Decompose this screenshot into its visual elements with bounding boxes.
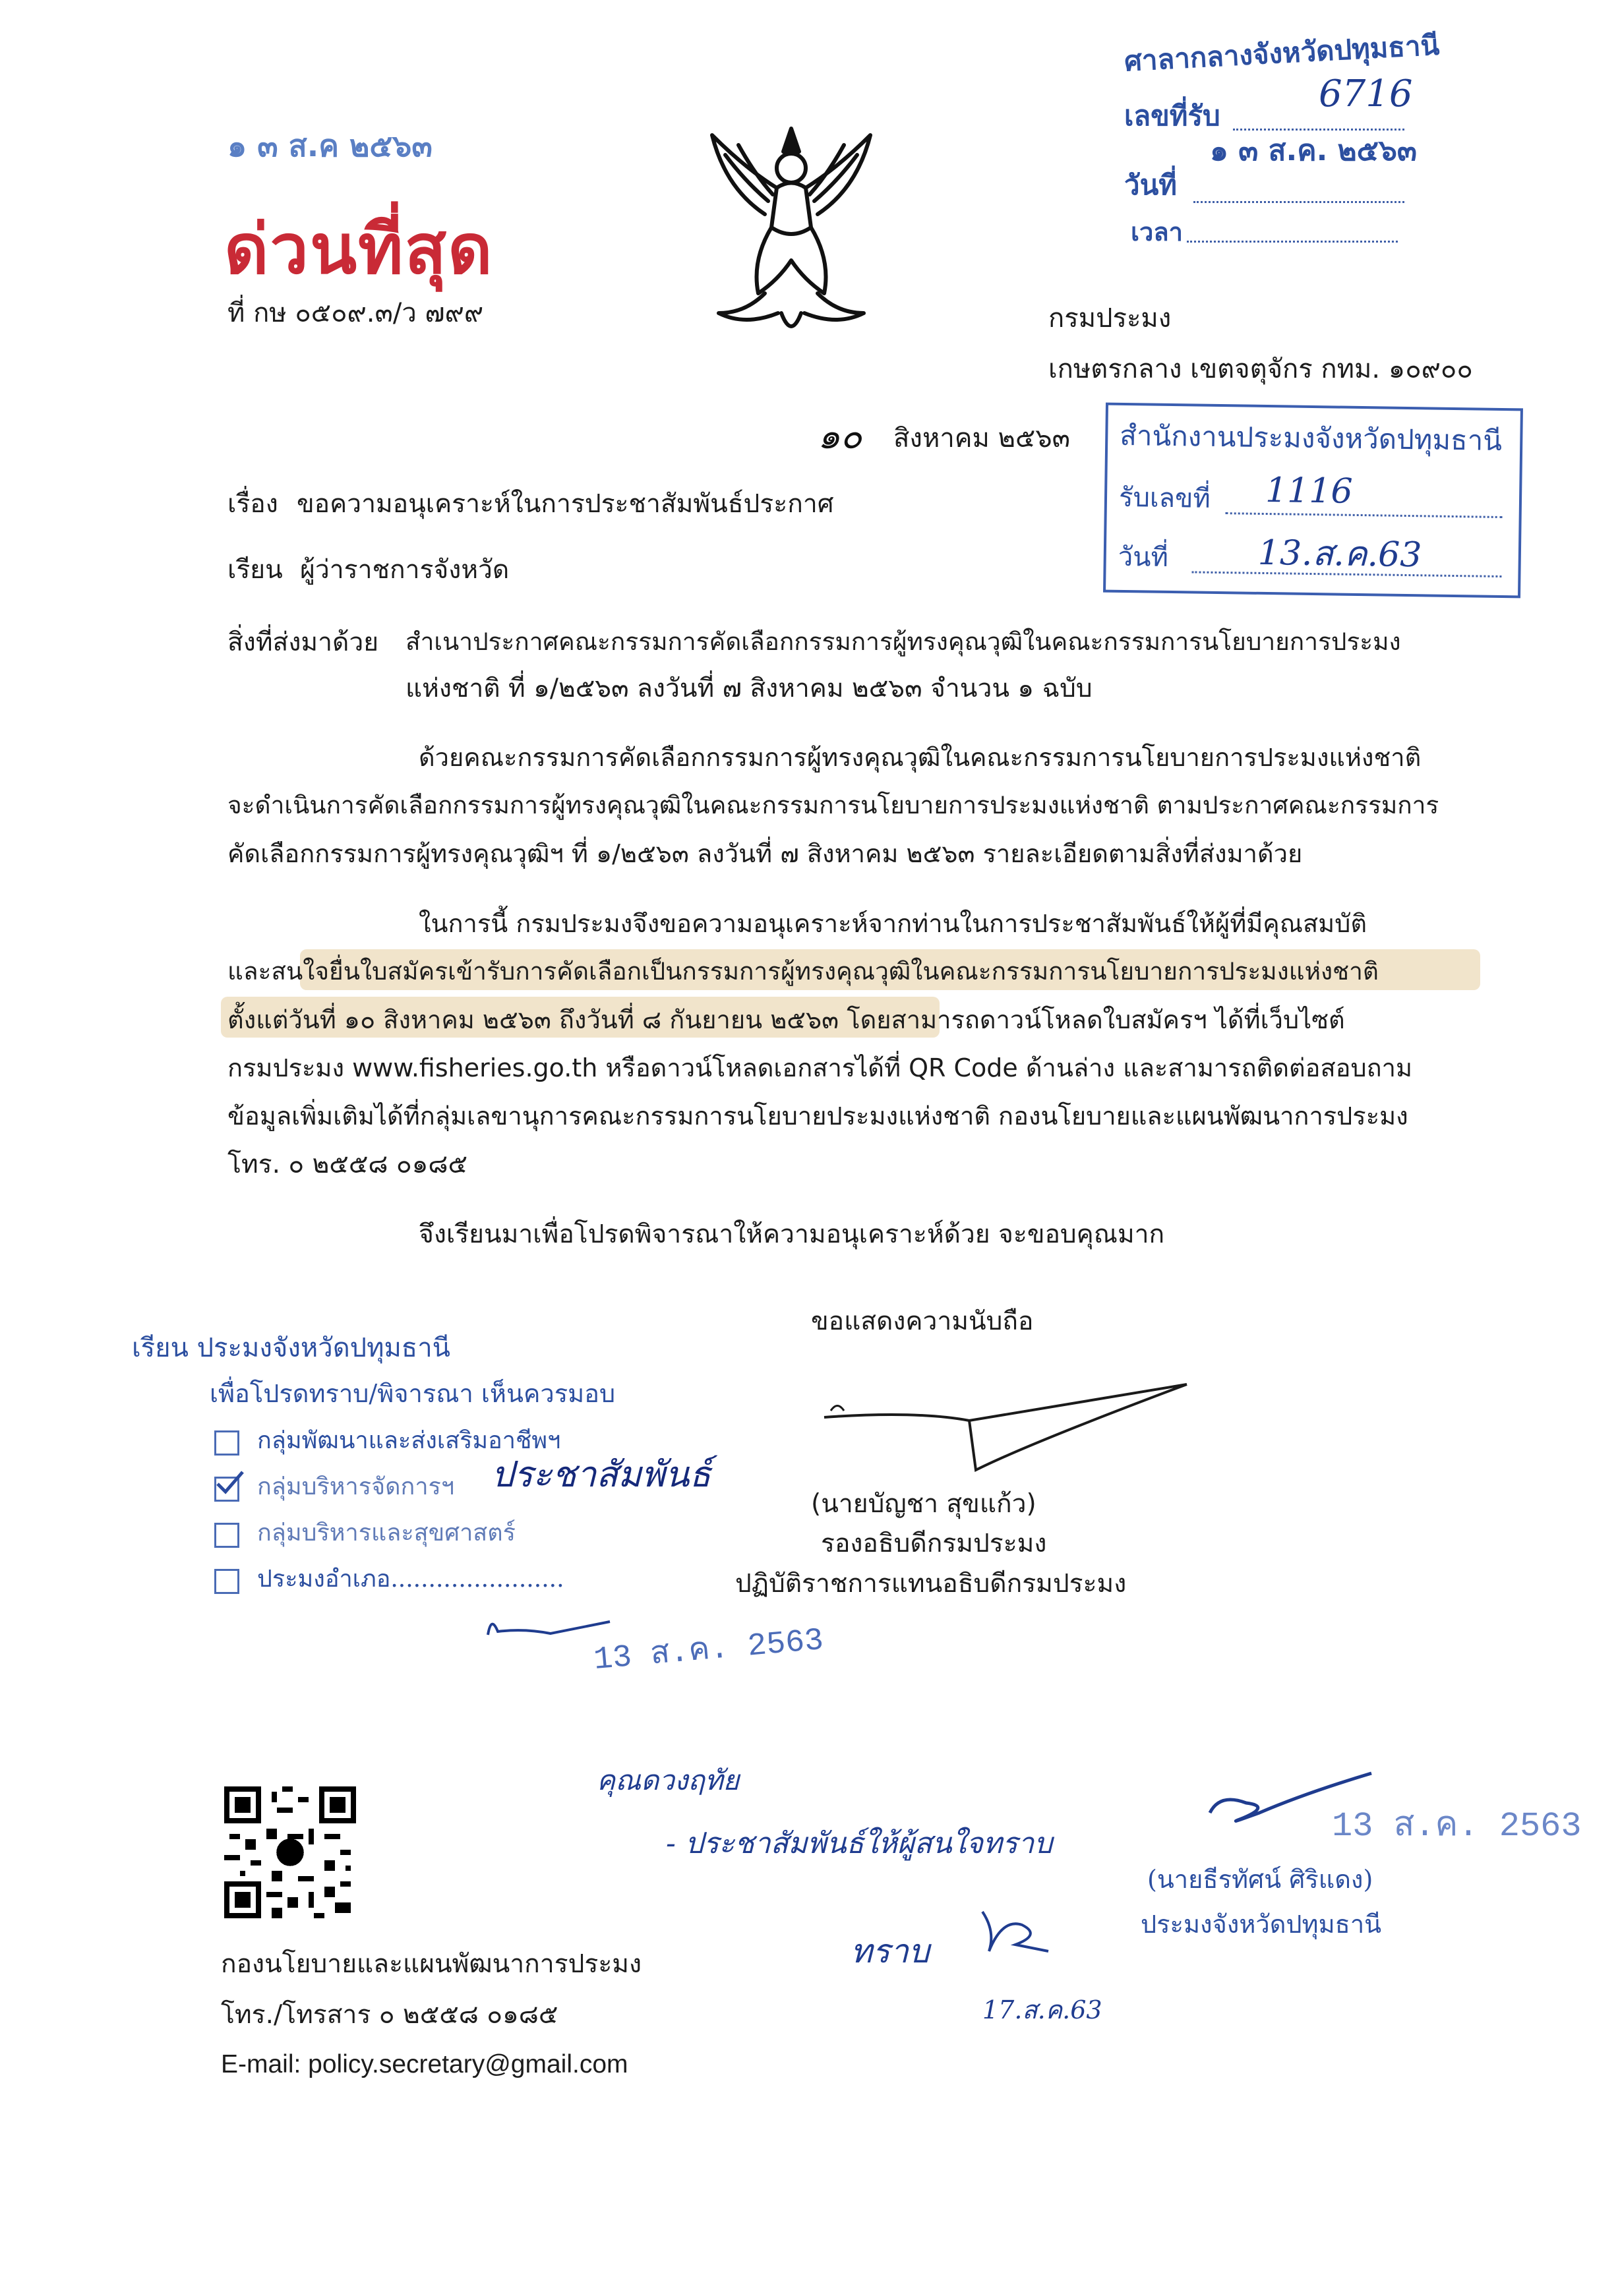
routing-line-2: เพื่อโปรดทราบ/พิจารณา เห็นควรมอบ (210, 1379, 616, 1408)
stamp-date-value: ๑ ๓ ส.ค. ๒๕๖๓ (1210, 134, 1417, 167)
footer-dept: กองนโยบายและแผนพัฒนาการประมง (221, 1949, 642, 1979)
routing-option-4: ประมงอำเภอ....................... (257, 1566, 564, 1593)
checkbox[interactable] (214, 1430, 239, 1456)
stamp-recv-number: 6716 (1319, 73, 1413, 115)
urgency-label: ด่วนที่สุด (224, 208, 494, 289)
date-day-handwritten: ๑๐ (818, 415, 862, 457)
subject-label: เรื่อง (227, 489, 278, 519)
para2-line3: ตั้งแต่วันที่ ๑๐ สิงหาคม ๒๕๖๓ ถึงวันที่ ๘ กันยายน ๒๕๖๓ โดยสามารถดาวน์โหลดใบสมัครฯ ได้ที่เว็บไซต์ (227, 1005, 1345, 1034)
para1-line3: คัดเลือกกรรมการผู้ทรงคุณวุฒิฯ ที่ ๑/๒๕๖๓ ลงวันที่ ๗ สิงหาคม ๒๕๖๓ รายละเอียดตามสิ่งที่ส่งมาด้วย (227, 839, 1303, 868)
para2-line4: กรมประมง www.fisheries.go.th หรือดาวน์โหลดเอกสารได้ที่ QR Code ด้านล่าง และสามารถติดต่อสอบถาม (227, 1053, 1413, 1082)
valediction: ขอแสดงความนับถือ (811, 1307, 1034, 1336)
stamp-date-label: วันที่ (1124, 169, 1177, 201)
provincial-chief-date: 13 ส.ค. 2563 (1332, 1807, 1582, 1846)
to-label: เรียน (227, 555, 283, 585)
signer-title-1: รองอธิบดีกรมประมง (821, 1529, 1047, 1558)
para2-line6: โทร. ๐ ๒๕๕๘ ๐๑๘๕ (227, 1150, 467, 1179)
office-stamp-recv-number: 1116 (1265, 470, 1353, 512)
received-date-stamp: ๑ ๓ ส.ค ๒๕๖๓ (227, 128, 433, 163)
para2-line2: และสนใจยื่นใบสมัครเข้ารับการคัดเลือกเป็นกรรมการผู้ทรงคุณวุฒิในคณะกรรมการนโยบายการประมงแห่งชาติ (227, 957, 1379, 986)
routing-option-2: กลุ่มบริหารจัดการฯ (257, 1473, 455, 1500)
department-address: เกษตรกลาง เขตจตุจักร กทม. ๑๐๙๐๐ (1048, 354, 1473, 384)
routing-option-3: กลุ่มบริหารและสุขศาสตร์ (257, 1519, 516, 1546)
stamp-title: ศาลากลางจังหวัดปทุมธานี (1124, 28, 1441, 78)
fisheries-office-stamp (1103, 403, 1523, 599)
office-stamp-title: สำนักงานประมงจังหวัดปทุมธานี (1120, 419, 1503, 457)
letter-date: สิงหาคม ๒๕๖๓ (893, 423, 1070, 454)
subject-text: ขอความอนุเคราะห์ในการประชาสัมพันธ์ประกาศ (297, 489, 834, 519)
enclosure-line2: แห่งชาติ ที่ ๑/๒๕๖๓ ลงวันที่ ๗ สิงหาคม ๒๕๖๓ จำนวน ๑ ฉบับ (405, 674, 1093, 703)
office-stamp-date-value: 13.ส.ค.63 (1257, 533, 1422, 575)
para2-line1: ในการนี้ กรมประมงจึงขอความอนุเคราะห์จากท่านในการประชาสัมพันธ์ให้ผู้ที่มีคุณสมบัติ (419, 909, 1367, 938)
enclosure-label: สิ่งที่ส่งมาด้วย (227, 628, 379, 657)
signer-name: (นายบัญชา สุขแก้ว) (811, 1489, 1036, 1519)
department-name: กรมประมง (1048, 303, 1172, 334)
provincial-chief-name: (นายธีรทัศน์ ศิริแดง) (1147, 1865, 1373, 1894)
checkbox-checked[interactable] (214, 1477, 239, 1502)
para1-line1: ด้วยคณะกรรมการคัดเลือกกรรมการผู้ทรงคุณวุฒิในคณะกรรมการนโยบายการประมงแห่งชาติ (419, 743, 1422, 772)
para1-line2: จะดำเนินการคัดเลือกกรรมการผู้ทรงคุณวุฒิในคณะกรรมการนโยบายการประมงแห่งชาติ ตามประกาศคณะกรรมการ (227, 791, 1439, 819)
handwritten-initials-signature (969, 1905, 1055, 1964)
checkbox[interactable] (214, 1569, 239, 1594)
para2-line5: ข้อมูลเพิ่มเติมได้ที่กลุ่มเลขานุการคณะกรรมการนโยบายประมงแห่งชาติ กองนโยบายและแผนพัฒนาการประมง (227, 1102, 1408, 1131)
routing-line-1: เรียน ประมงจังหวัดปทุมธานี (132, 1333, 451, 1363)
stamp-recv-label: เลขที่รับ (1124, 100, 1220, 132)
closing-request: จึงเรียนมาเพื่อโปรดพิจารณาให้ความอนุเคราะห์ด้วย จะขอบคุณมาก (419, 1220, 1165, 1249)
stamp-time-label: เวลา (1131, 218, 1183, 247)
handwritten-note-ack: ทราบ (851, 1932, 930, 1970)
provincial-chief-title: ประมงจังหวัดปทุมธานี (1141, 1910, 1382, 1939)
footer-email: E-mail: policy.secretary@gmail.com (221, 2050, 628, 2078)
document-number: ที่ กษ ๐๕๐๙.๓/ว ๗๙๙ (227, 298, 484, 328)
handwritten-note-recipient: คุณดวงฤทัย (597, 1764, 740, 1796)
handwritten-note-date: 17.ส.ค.63 (982, 1995, 1102, 2024)
check-icon (215, 1469, 244, 1496)
office-stamp-recv-label: รับเลขที่ (1118, 482, 1211, 514)
provincial-hall-stamp (1121, 23, 1490, 247)
office-stamp-date-label: วันที่ (1118, 541, 1169, 573)
footer-tel: โทร./โทรสาร ๐ ๒๕๕๘ ๐๑๘๕ (221, 2000, 558, 2030)
handwritten-assign: ประชาสัมพันธ์ (491, 1454, 711, 1495)
signer-title-2: ปฏิบัติราชการแทนอธิบดีกรมประมง (735, 1569, 1127, 1599)
routing-date: 13 ส.ค. 2563 (592, 1622, 825, 1679)
enclosure-line1: สำเนาประกาศคณะกรรมการคัดเลือกกรรมการผู้ทรงคุณวุฒิในคณะกรรมการนโยบายการประมง (405, 628, 1401, 656)
routing-stamp (132, 1318, 825, 1688)
handwritten-note-instruction: - ประชาสัมพันธ์ให้ผู้สนใจทราบ (666, 1827, 1053, 1860)
routing-option-1: กลุ่มพัฒนาและส่งเสริมอาชีพฯ (257, 1427, 561, 1454)
qr-code-icon (224, 1786, 356, 1918)
garuda-emblem-icon (699, 115, 884, 346)
to-text: ผู้ว่าราชการจังหวัด (300, 555, 510, 585)
checkbox[interactable] (214, 1523, 239, 1548)
deputy-director-signature (818, 1371, 1200, 1496)
